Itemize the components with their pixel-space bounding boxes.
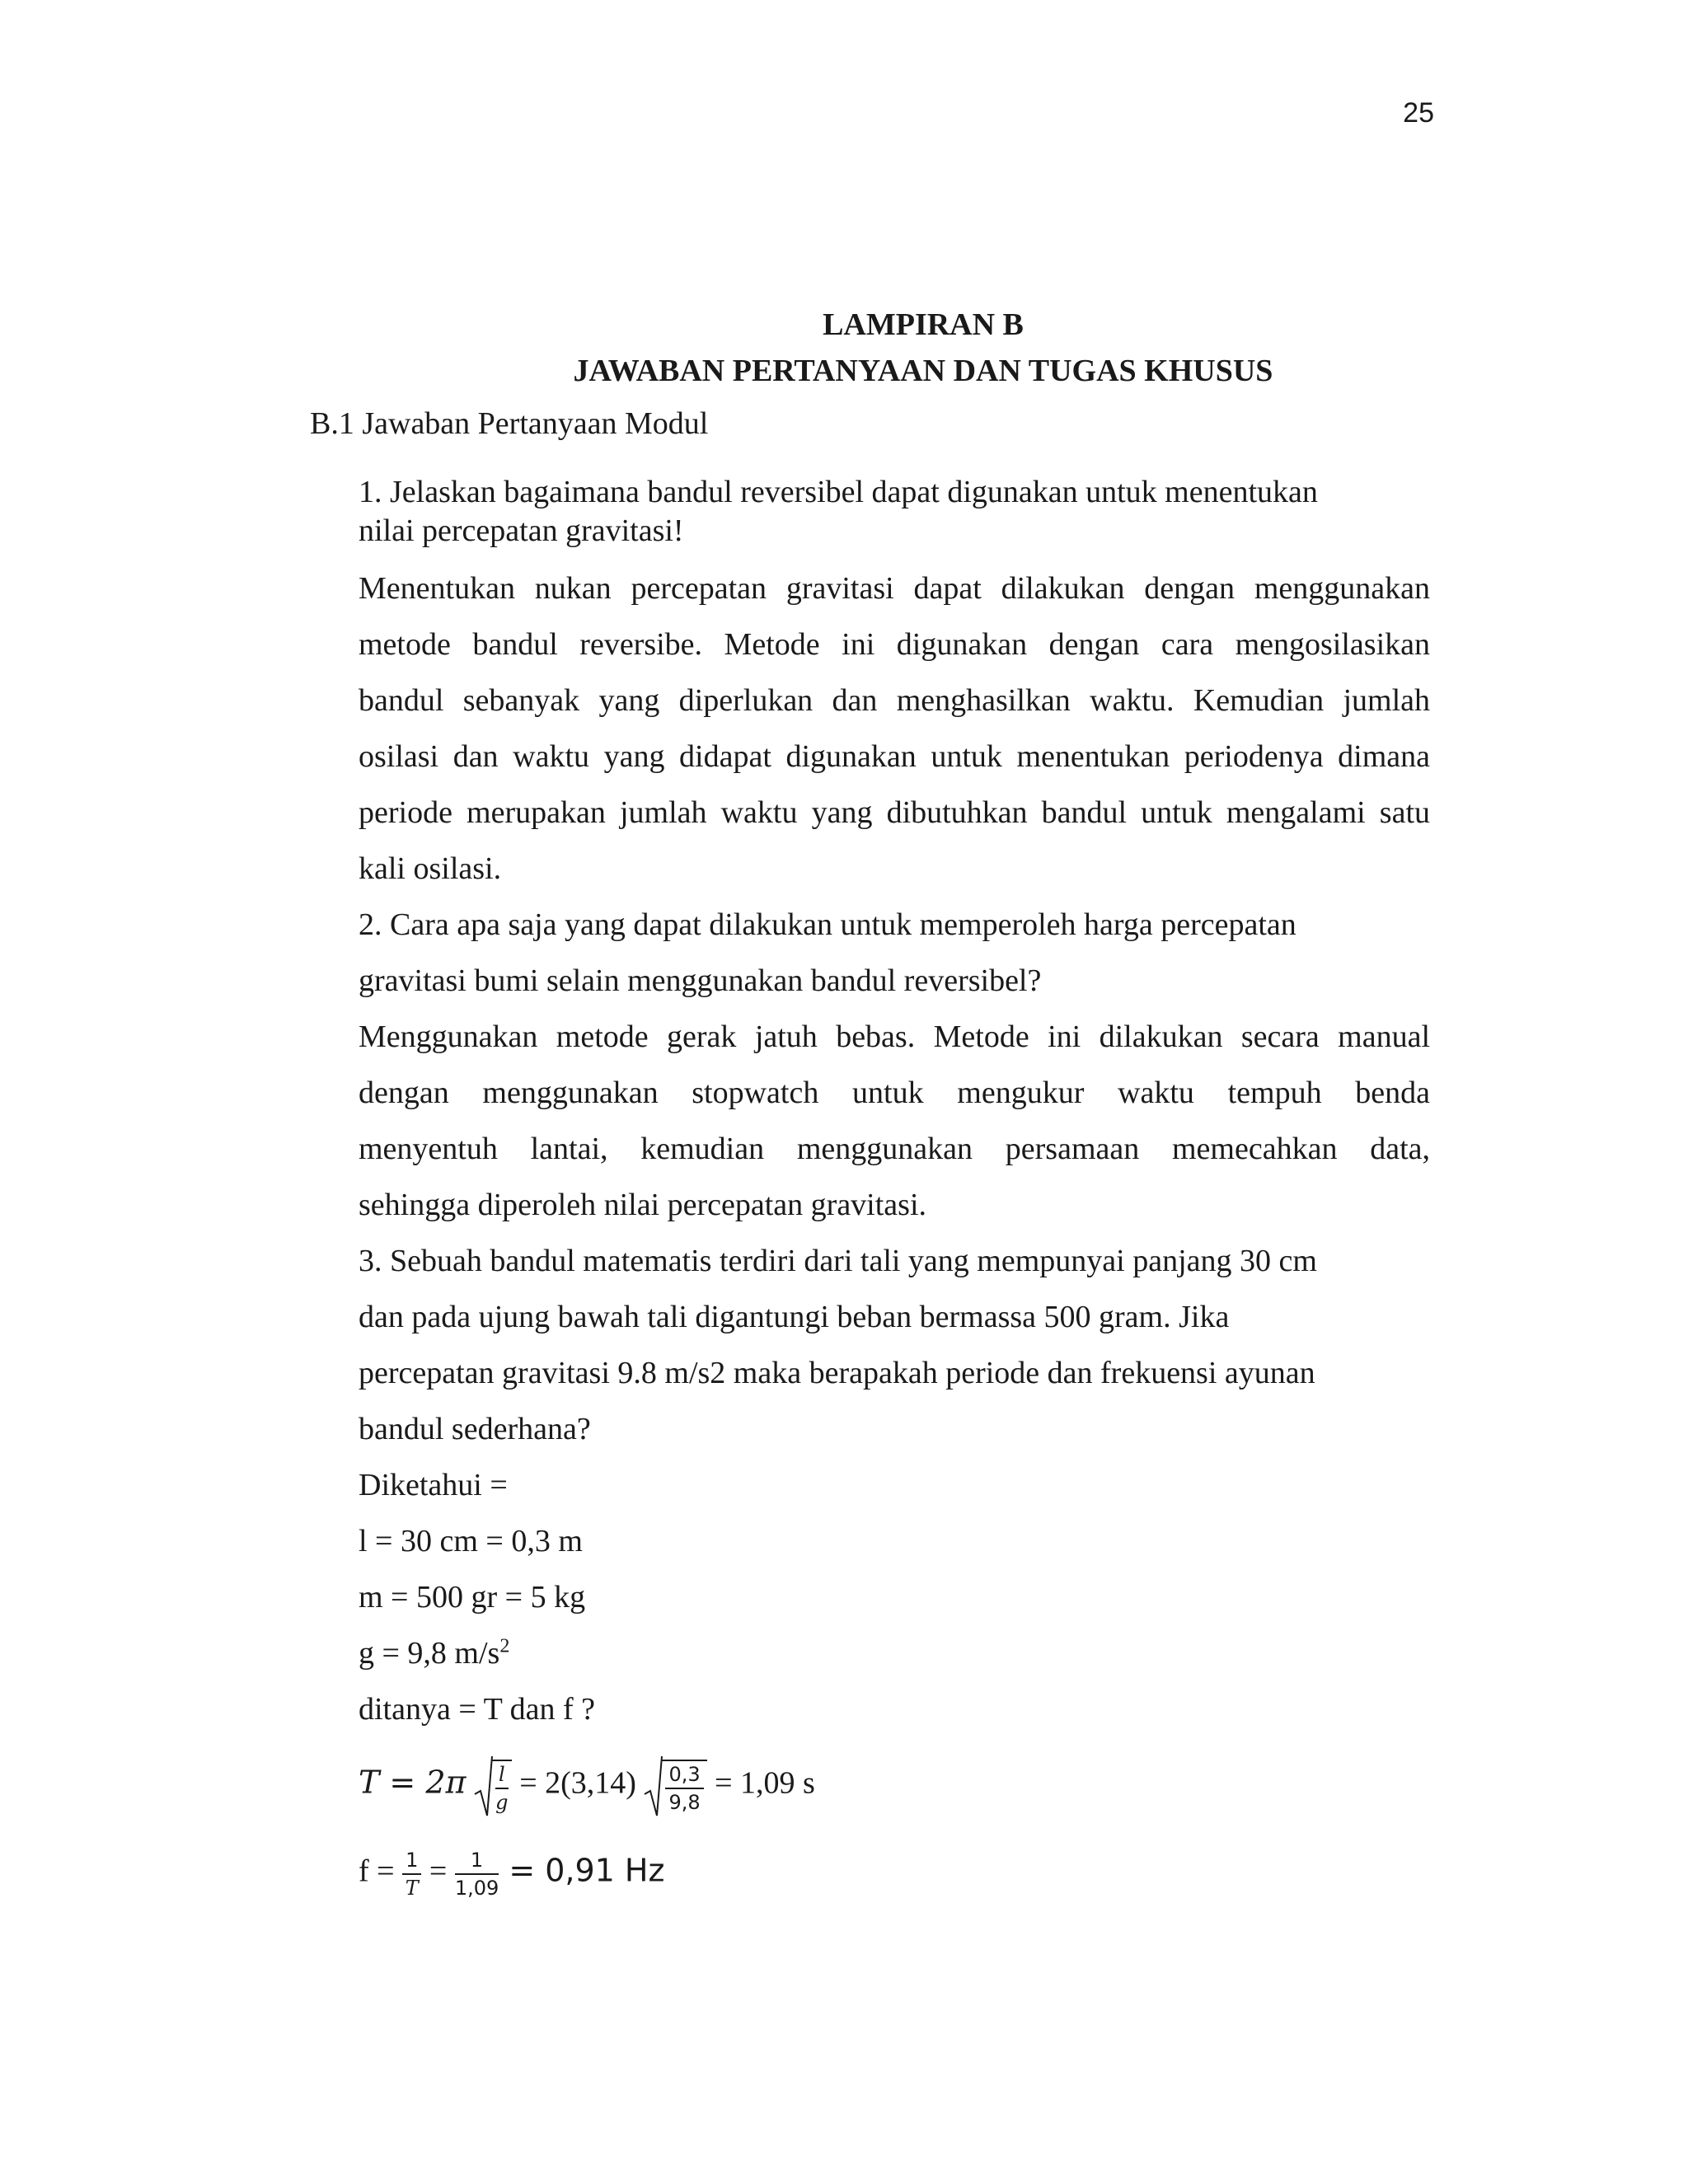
frequency-formula-eq: = <box>421 1854 455 1889</box>
fraction-denominator: g <box>495 1791 509 1814</box>
appendix-title: LAMPIRAN B <box>823 307 1024 342</box>
answer-1-line-6: kali osilasi. <box>359 851 502 886</box>
answer-1-line-1: Menentukan nukan percepatan gravitasi dapat dilakukan dengan menggunakan <box>359 571 1430 606</box>
answer-2-line-2: dengan menggunakan stopwatch untuk mengukur waktu tempuh benda <box>359 1076 1430 1110</box>
answer-1-line-5: periode merupakan jumlah waktu yang dibutuhkan bandul untuk mengalami satu <box>359 795 1430 830</box>
answer-1-line-3: bandul sebanyak yang diperlukan dan menghasilkan waktu. Kemudian jumlah <box>359 683 1430 718</box>
sqrt-values <box>644 1760 706 1812</box>
period-formula-mid: = 2(3,14) <box>511 1765 645 1801</box>
fraction-1-over-1-09 <box>455 1850 499 1898</box>
fraction-numerator: 0,3 <box>665 1765 703 1789</box>
fraction-numerator: 1 <box>455 1850 499 1875</box>
radical-sign-icon <box>474 1755 494 1817</box>
question-1-line-2: nilai percepatan gravitasi! <box>359 513 684 548</box>
period-formula <box>359 1760 815 1812</box>
question-2-line-1: 2. Cara apa saja yang dapat dilakukan untuk memperoleh harga percepatan <box>359 907 1296 942</box>
radical-sign-icon <box>644 1755 663 1817</box>
known-gravity <box>359 1635 509 1671</box>
question-2-line-2: gravitasi bumi selain menggunakan bandul reversibel? <box>359 963 1042 998</box>
question-1-line-1: 1. Jelaskan bagaimana bandul reversibel dapat digunakan untuk menentukan <box>359 475 1318 509</box>
answer-2-line-3: menyentuh lantai, kemudian menggunakan persamaan memecahkan data, <box>359 1132 1430 1166</box>
question-3-line-4: bandul sederhana? <box>359 1412 591 1446</box>
page-number: 25 <box>1403 97 1434 129</box>
fraction-1-over-T <box>402 1850 421 1898</box>
fraction-numerator: 1 <box>402 1850 421 1875</box>
known-gravity-exponent: 2 <box>499 1635 510 1657</box>
question-3-line-2: dan pada ujung bawah tali digantungi beban bermassa 500 gram. Jika <box>359 1300 1230 1334</box>
answer-1-line-2: metode bandul reversibe. Metode ini digunakan dengan cara mengosilasikan <box>359 627 1430 662</box>
answer-2-line-1: Menggunakan metode gerak jatuh bebas. Metode ini dilakukan secara manual <box>359 1019 1430 1054</box>
known-length: l = 30 cm = 0,3 m <box>359 1524 583 1558</box>
answer-1-line-4: osilasi dan waktu yang didapat digunakan untuk menentukan periodenya dimana <box>359 739 1430 774</box>
fraction-l-over-g <box>495 1765 509 1812</box>
fraction-numerator: l <box>495 1765 509 1789</box>
asked-label: ditanya = T dan f ? <box>359 1692 596 1727</box>
frequency-formula-result: = 0,91 Hz <box>499 1852 665 1889</box>
question-3-line-3: percepatan gravitasi 9.8 m/s2 maka berapakah periode dan frekuensi ayunan <box>359 1356 1315 1390</box>
known-gravity-base: g = 9,8 m/s <box>359 1636 500 1671</box>
sqrt-l-over-g <box>474 1760 512 1812</box>
fraction-denominator: 1,09 <box>454 1877 499 1900</box>
fraction-values <box>665 1765 703 1812</box>
known-label: Diketahui = <box>359 1468 508 1502</box>
question-3-line-1: 3. Sebuah bandul matematis terdiri dari tali yang mempunyai panjang 30 cm <box>359 1244 1317 1278</box>
period-formula-lhs: T = 2π <box>359 1764 467 1801</box>
known-mass: m = 500 gr = 5 kg <box>359 1580 586 1615</box>
frequency-formula <box>359 1850 664 1898</box>
period-formula-result: = 1,09 s <box>706 1765 815 1801</box>
section-title: B.1 Jawaban Pertanyaan Modul <box>310 406 709 441</box>
appendix-subtitle: JAWABAN PERTANYAAN DAN TUGAS KHUSUS <box>573 354 1273 388</box>
fraction-denominator: T <box>405 1877 419 1900</box>
frequency-formula-lhs: f = <box>359 1854 403 1889</box>
fraction-denominator: 9,8 <box>668 1791 701 1814</box>
answer-2-line-4: sehingga diperoleh nilai percepatan gravitasi. <box>359 1188 927 1222</box>
